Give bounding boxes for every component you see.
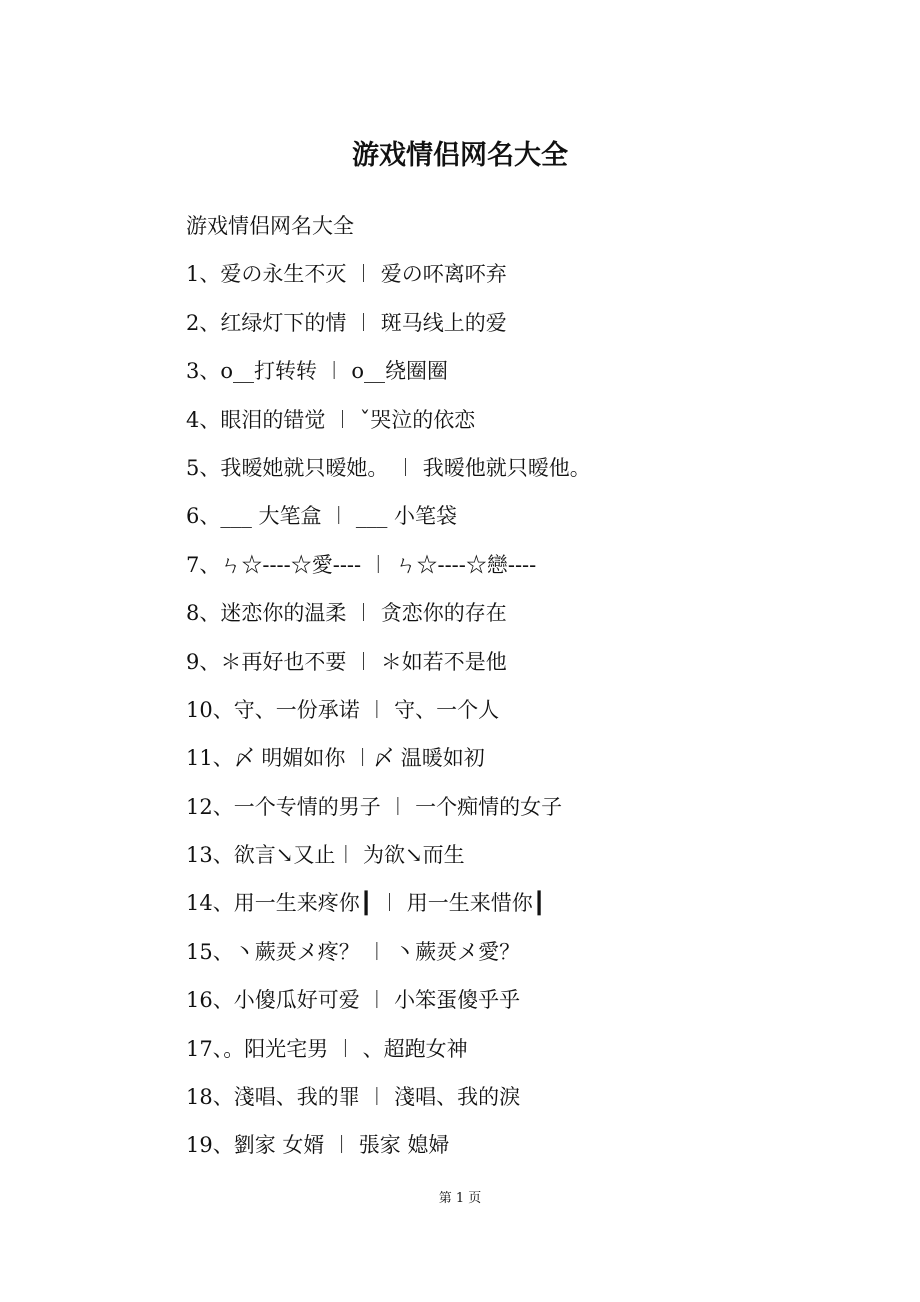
- body-line-6: 6、___ 大笔盒 ︱ ___ 小笔袋: [186, 504, 458, 529]
- body-line-18: 18、淺唱、我的罪 ︱ 淺唱、我的淚: [186, 1085, 521, 1110]
- body-line-19: 19、劉家 女婿 ︱ 張家 媳婦: [186, 1133, 450, 1158]
- document-title: 游戏情侣网名大全: [352, 140, 568, 171]
- body-line-1: 1、爱の永生不灭 ︱ 爱の吥离吥弃: [186, 262, 507, 287]
- body-line-heading: 游戏情侣网名大全: [186, 214, 354, 238]
- body-line-13: 13、欲言↘又止︱ 为欲↘而生: [186, 843, 465, 868]
- body-line-14: 14、用一生来疼你┃ ︱ 用一生来惜你┃: [186, 891, 546, 916]
- body-line-11: 11、〆 明媚如你 ︱〆 温暖如初: [186, 746, 485, 771]
- body-line-4: 4、眼泪的错觉 ︱ ˇ哭泣的依恋: [186, 407, 476, 432]
- page-number-footer: 第 1 页: [438, 1191, 482, 1206]
- body-line-17: 17、。阳光宅男 ︱ 、超跑女神: [186, 1036, 468, 1061]
- body-line-12: 12、一个专情的男子 ︱ 一个痴情的女子: [186, 794, 563, 819]
- body-line-3: 3、o__打转转 ︱ o__绕圈圈: [186, 359, 448, 384]
- body-line-16: 16、小傻瓜好可爱 ︱ 小笨蛋傻乎乎: [186, 988, 521, 1013]
- body-line-9: 9、＊再好也不要 ︱ ＊如若不是他: [186, 649, 507, 674]
- body-line-8: 8、迷恋你的温柔 ︱ 贪恋你的存在: [186, 601, 507, 626]
- body-line-10: 10、守、一份承诺 ︱ 守、一个人: [186, 697, 500, 722]
- document-body: [186, 204, 846, 1172]
- body-line-7: 7、ㄣ☆----☆愛---- ︱ ㄣ☆----☆戀----: [186, 552, 537, 577]
- body-line-5: 5、我暧她就只暧她。 ︱ 我暧他就只暧他。: [186, 455, 591, 480]
- body-line-2: 2、红绿灯下的情 ︱ 斑马线上的爱: [186, 310, 507, 335]
- body-line-15: 15、丶蕨烎メ疼？ ︱ 丶蕨烎メ愛？: [186, 939, 521, 964]
